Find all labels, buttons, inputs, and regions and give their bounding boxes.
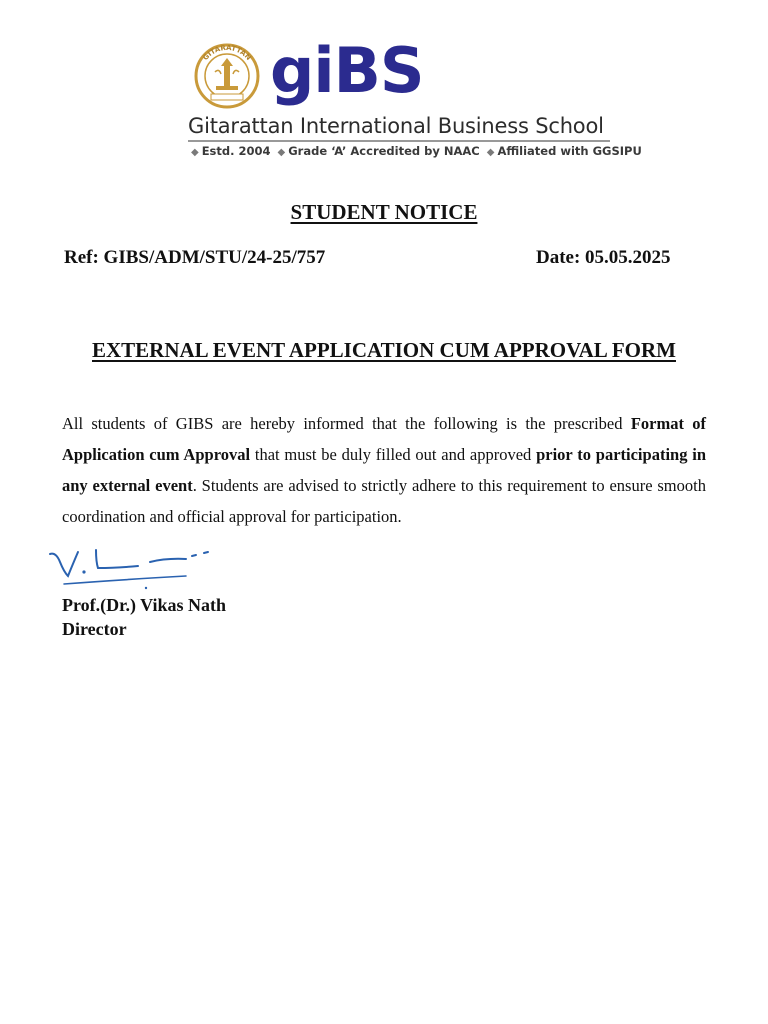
body-text-2: that must be duly filled out and approved	[250, 445, 537, 464]
tagline-established: Estd. 2004	[201, 144, 271, 158]
letterhead	[0, 36, 768, 166]
body-text-3: . Students are advised to strictly adhere to this requirement to ensure smooth coordination and official approval for participation.	[62, 476, 706, 526]
notice-date: Date: 05.05.2025	[536, 247, 671, 268]
logo-upper: BS	[333, 34, 424, 107]
diamond-bullet-icon: ◆	[191, 147, 199, 158]
gitarattan-emblem-icon	[189, 42, 265, 110]
reference-number: Ref: GIBS/ADM/STU/24-25/757	[64, 247, 326, 268]
accreditation-tagline	[188, 143, 642, 161]
letterhead-rule	[188, 140, 610, 142]
director-signature	[46, 540, 216, 592]
body-text-1: All students of GIBS are hereby informed that the following is the prescribed	[62, 414, 631, 433]
tagline-affiliation: Affiliated with GGSIPU	[497, 144, 642, 158]
tagline-accreditation: Grade ‘A’ Accredited by NAAC	[288, 144, 480, 158]
diamond-bullet-icon: ◆	[277, 147, 286, 158]
logo-lower: gi	[270, 34, 334, 107]
diamond-bullet-icon: ◆	[486, 147, 495, 158]
notice-body	[62, 408, 706, 532]
signatory-name: Prof.(Dr.) Vikas Nath	[62, 595, 227, 615]
gibs-logo-wordmark	[270, 36, 424, 106]
emblem-ring-text: GITARATTAN	[201, 43, 253, 62]
notice-title: STUDENT NOTICE	[290, 200, 478, 224]
signatory-title: Director	[62, 619, 127, 639]
school-name: Gitarattan International Business School	[188, 114, 604, 138]
body-bold-format: Format of Application cum Approval	[62, 414, 706, 464]
form-title: EXTERNAL EVENT APPLICATION CUM APPROVAL FORM	[92, 338, 676, 362]
body-bold-prior: prior to participating in any external event	[62, 445, 707, 495]
